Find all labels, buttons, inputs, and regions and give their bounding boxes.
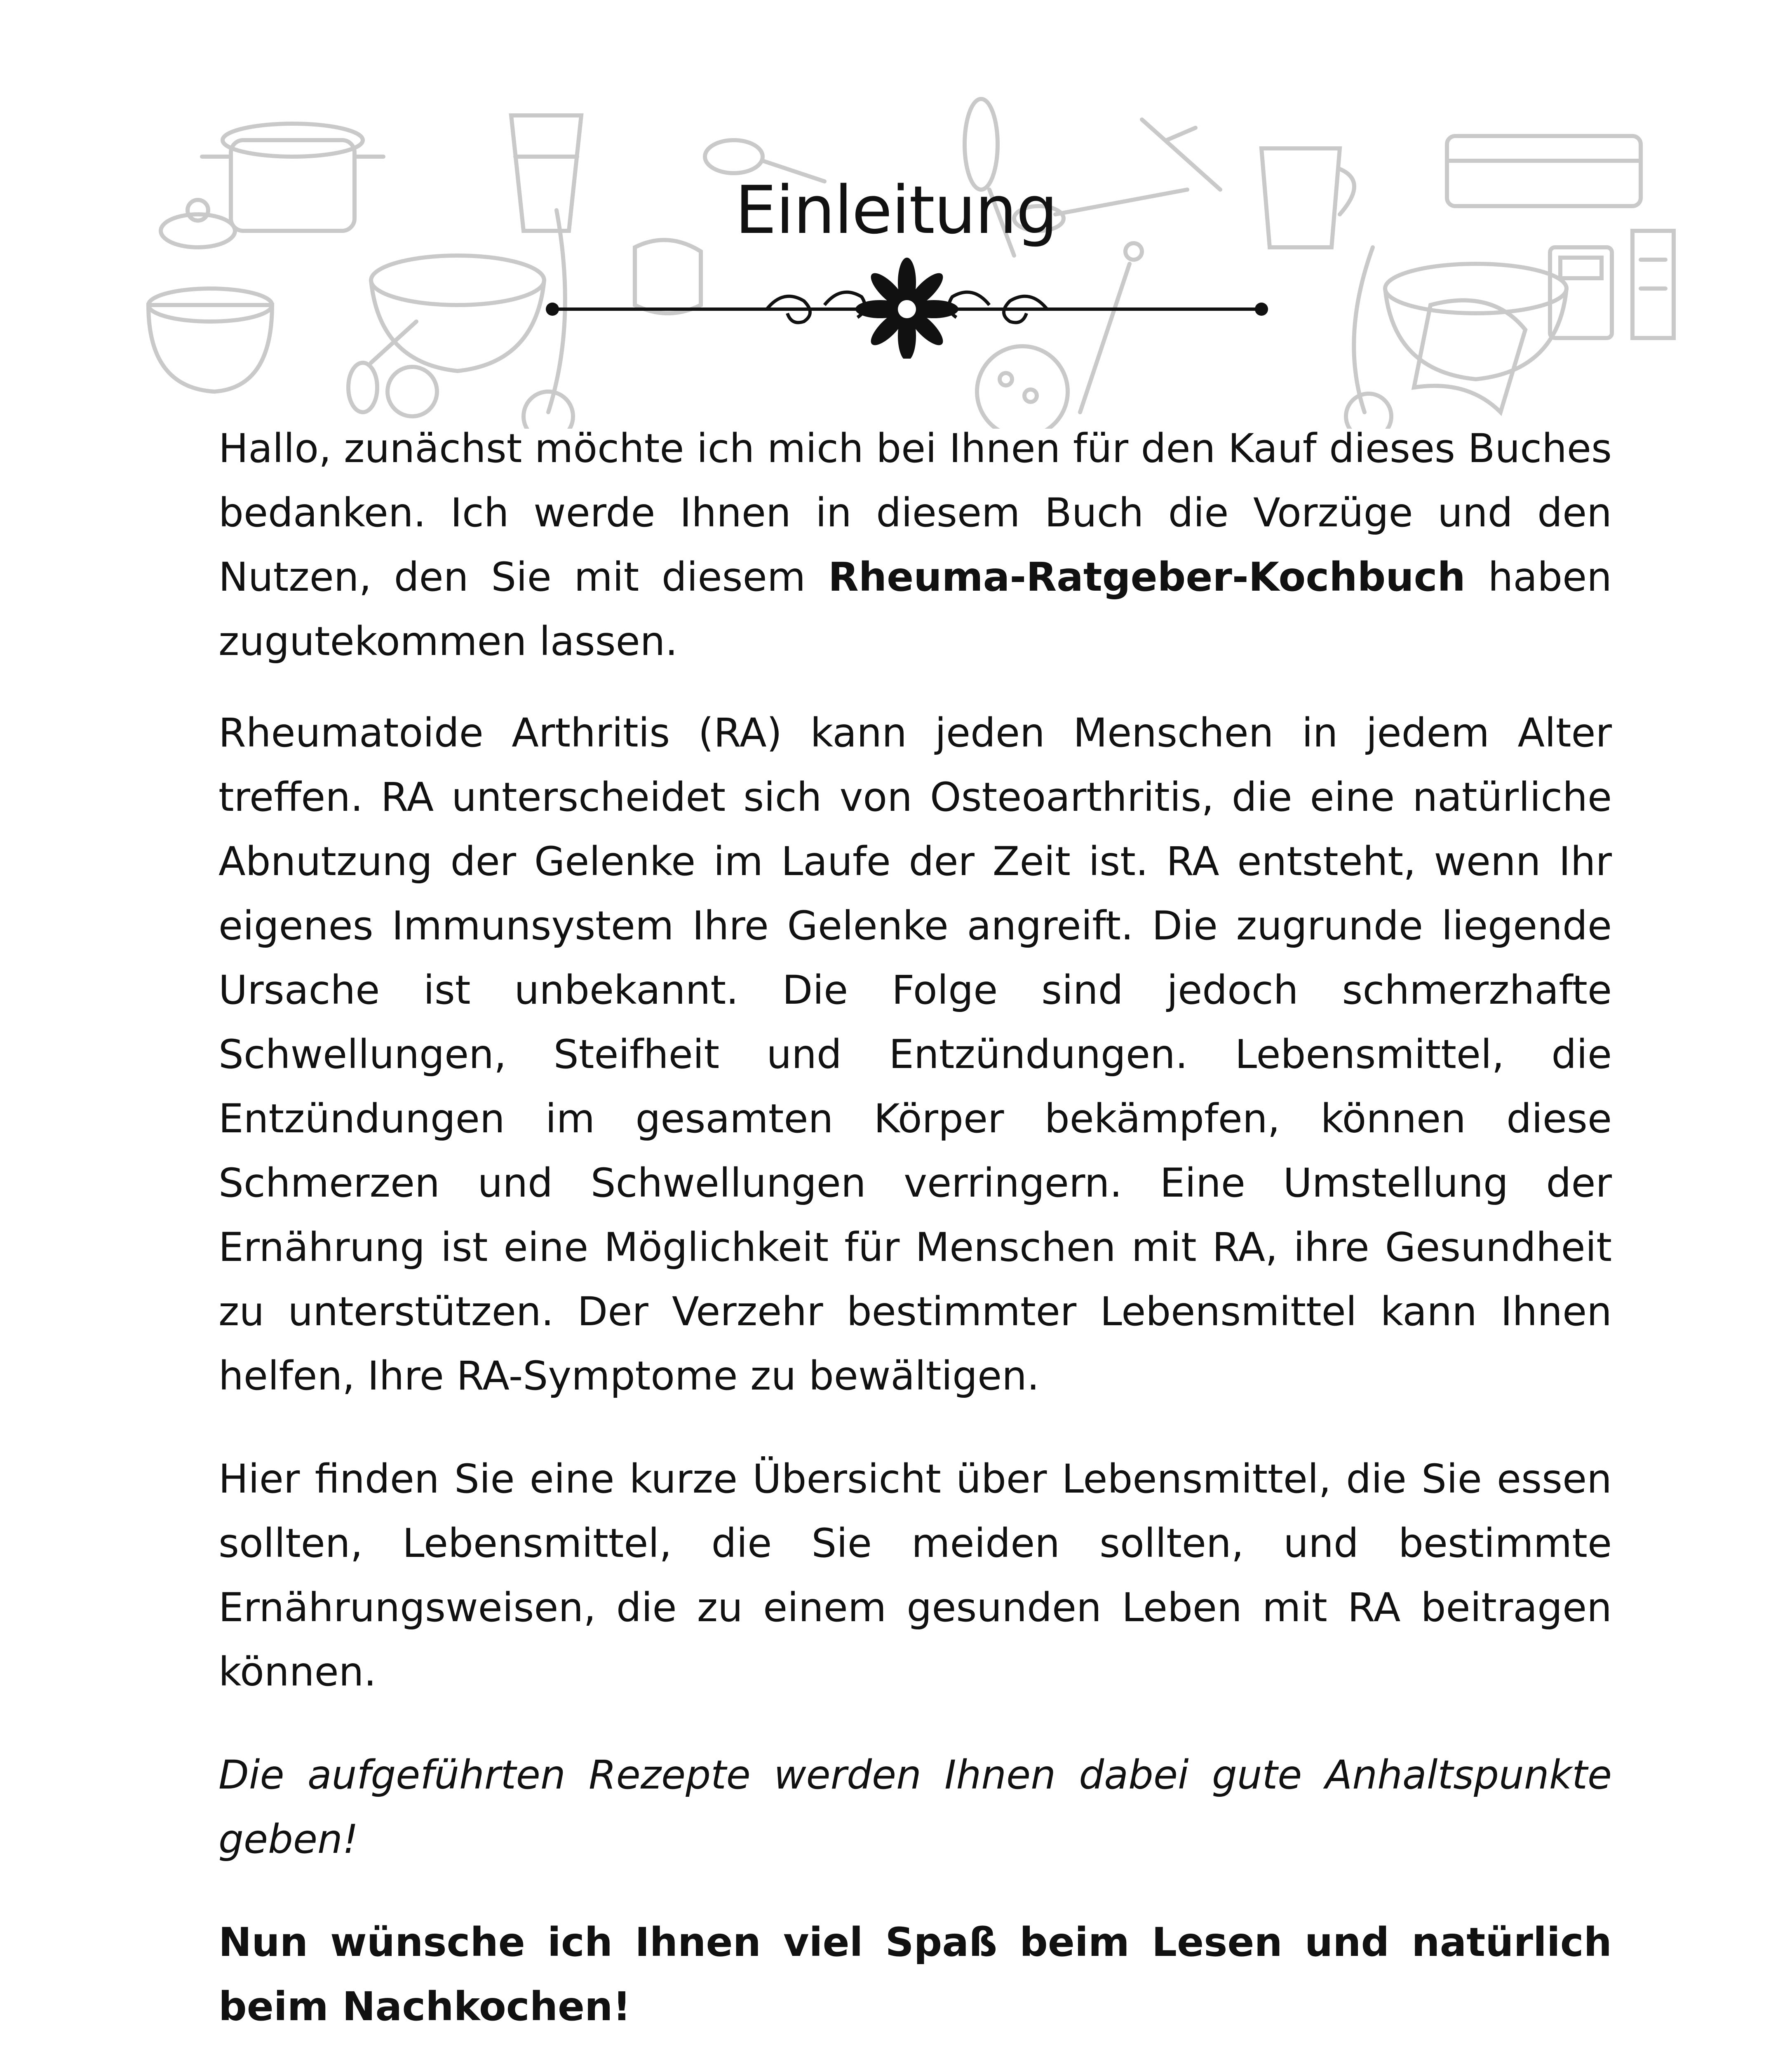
paragraph-thanks: Hallo, zunächst möchte ich mich bei Ihnen für den Kauf dieses Buches bedanken. Ich werde Ihnen in diesem Buch die Vorzüge und den Nutzen, den Sie mit diesem Rheuma-Ratgeber-Kochbuch haben zugutekommen lassen. (218, 425, 1612, 664)
bowl-icon (371, 256, 544, 371)
paragraph-recipes-note: Die aufgeführten Rezepte werden Ihnen dabei gute Anhaltspunkte geben! (218, 1752, 1612, 1862)
paragraph-ra-explanation: Rheumatoide Arthritis (RA) kann jeden Menschen in jedem Alter treffen. RA unterscheidet sich von Osteoarthritis, die eine natürliche Abnutzung der Gelenke im Laufe der Zeit ist. RA entsteht, wenn Ihr eigenes Immunsystem Ihre Gelenke angreift. Die zugrunde liegende Ursache ist unbekannt. Die Folge sind jedoch schmerzhafte Schwellungen, Steifheit und Entzündungen. Lebensmittel, die Entzündungen im gesamten Körper bekämpfen, können diese Schmerzen und Schwellungen verringern. Eine Umstellung der Ernährung ist eine Möglichkeit für Menschen mit RA, ihre Gesundheit zu unterstützen. Der Verzehr bestimmter Lebensmittel kann Ihnen helfen, Ihre RA-Symptome zu bewältigen. (218, 710, 1612, 1399)
flower-icon (855, 258, 958, 359)
spoon-icon (348, 322, 416, 412)
paragraph-overview: Hier finden Sie eine kurze Übersicht über Lebensmittel, die Sie essen sollten, Lebensmittel, die Sie meiden sollten, und bestimmte Ernährungsweisen, die zu einem gesunden Leben mit RA beitragen können. (218, 1456, 1612, 1695)
page-title: Einleitung (735, 171, 1057, 249)
paragraph-closing-wish: Nun wünsche ich Ihnen viel Spaß beim Lesen und natürlich beim Nachkochen! (218, 1919, 1612, 2030)
towel-icon (1414, 300, 1525, 412)
introduction-text (218, 416, 1612, 2061)
ladle-icon (1346, 247, 1391, 429)
grater-icon (1632, 231, 1674, 338)
bowl-icon (1385, 264, 1567, 379)
flower-divider-ornament (536, 251, 1278, 359)
calculator-icon (1550, 247, 1612, 338)
book-title-highlight: Rheuma-Ratgeber-Kochbuch (828, 554, 1466, 600)
